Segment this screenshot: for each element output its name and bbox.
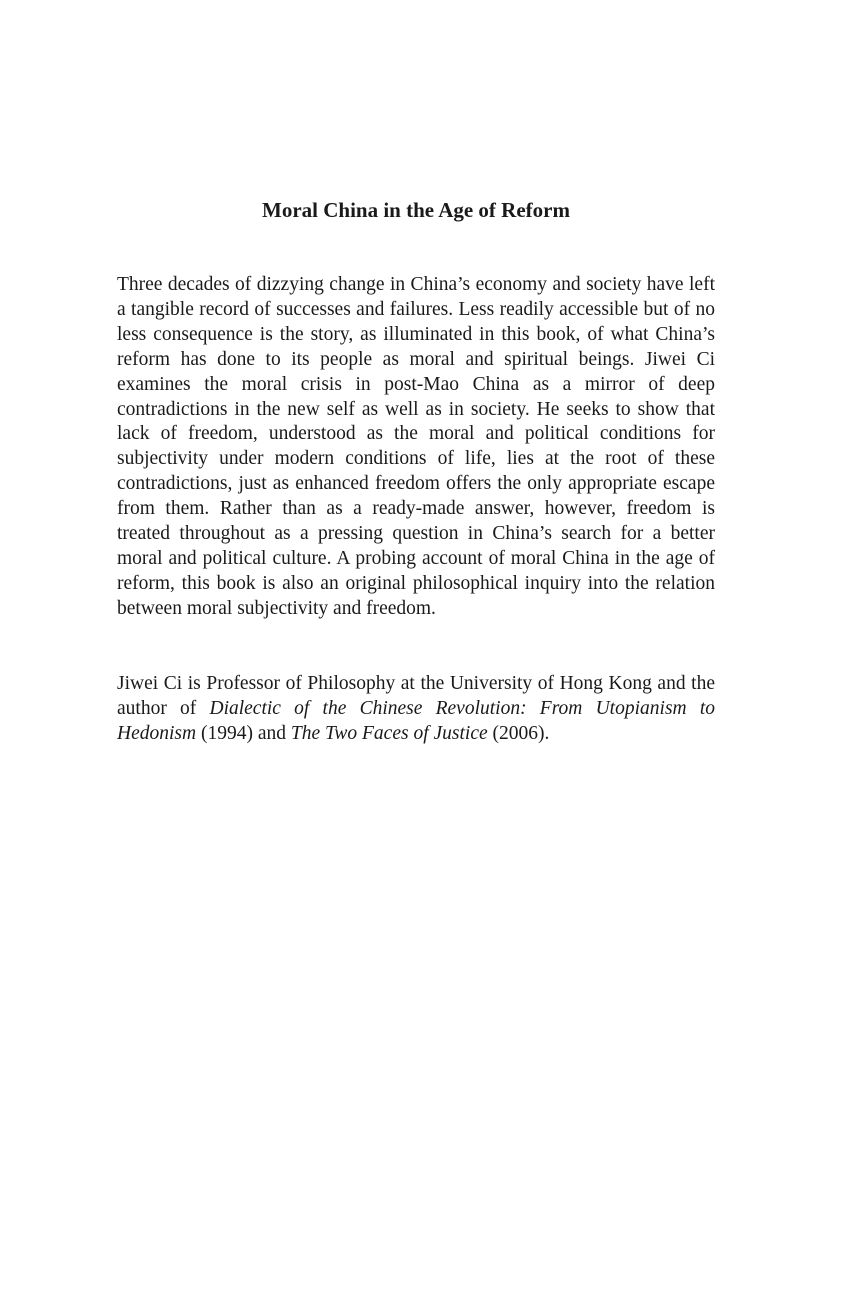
work-year-2006: (2006). — [487, 722, 550, 744]
work-title-two-faces: The Two Faces of Justice — [290, 722, 488, 744]
author-bio-intro: Jiwei Ci is Professor of Philosophy at the University of Hong Kong and the author of — [117, 673, 715, 719]
author-bio — [117, 672, 715, 747]
work-year-1994: (1994) and — [196, 722, 291, 744]
work-title-dialectic: Dialectic of the Chinese Revolution: From Utopianism to Hedonism — [117, 697, 715, 744]
book-abstract: Three decades of dizzying change in China’s economy and society have left a tangible record of successes and failures. Less readily accessible but of no less consequence is the story, as illuminated in this book, of what China’s reform has done to its people as moral and spiritual beings. Jiwei Ci examines the moral crisis in post-Mao China as a mirror of deep contradictions in the new self as well as in society. He seeks to show that lack of freedom, understood as the moral and political conditions for subjectivity under modern conditions of life, lies at the root of these contradictions, just as enhanced freedom offers the only appropriate escape from them. Rather than as a ready-made answer, however, freedom is treated throughout as a pressing question in China’s search for a better moral and political culture. A probing account of moral China in the age of reform, this book is also an original philosophical inquiry into the relation between moral subjectivity and freedom. — [117, 274, 715, 619]
book-title: Moral China in the Age of Reform — [262, 198, 570, 222]
